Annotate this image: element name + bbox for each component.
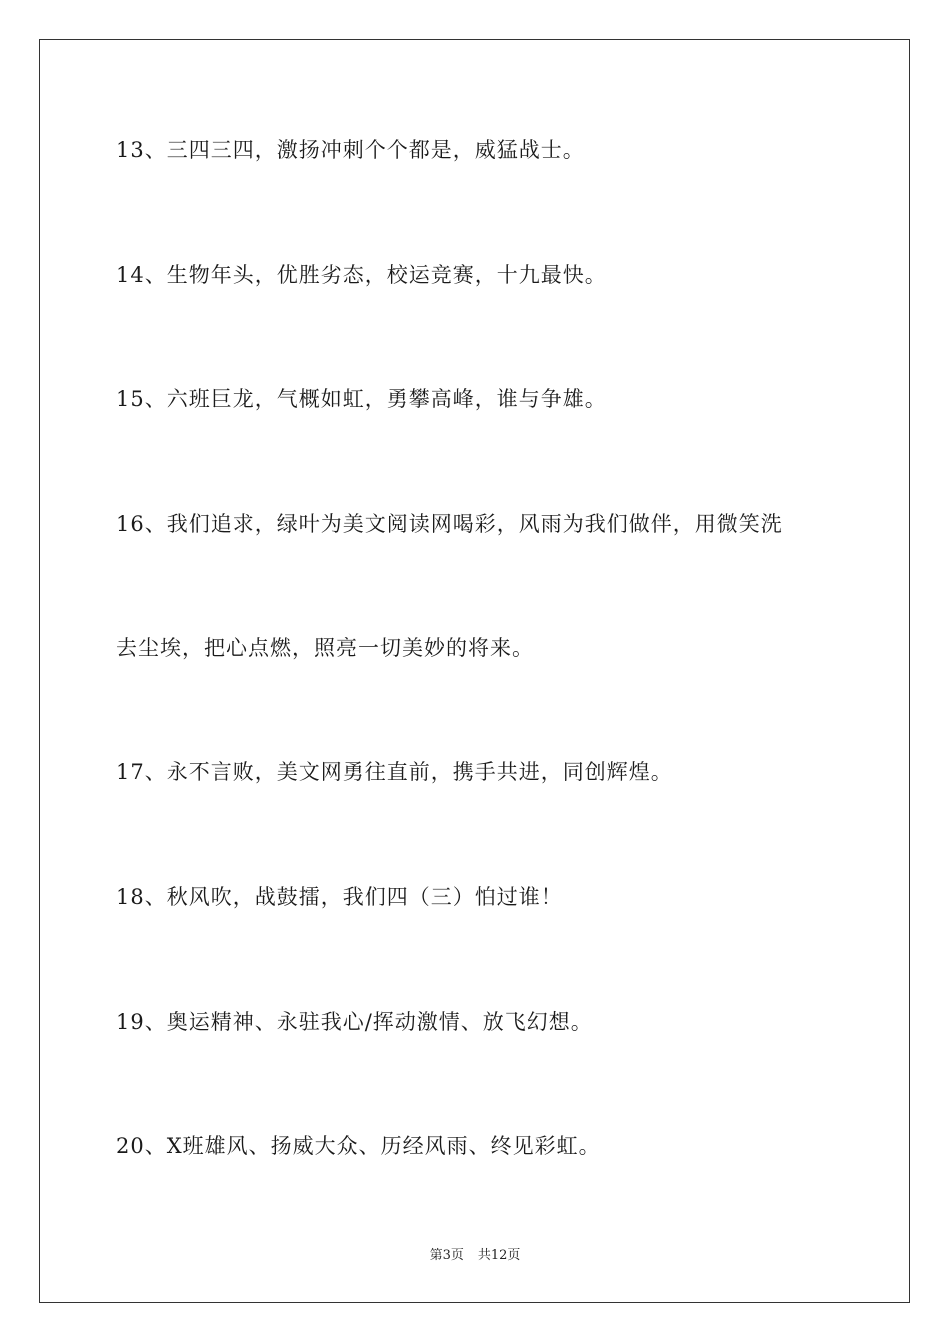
slogan-line-13: 13、三四三四，激扬冲刺个个都是，威猛战士。 — [116, 138, 585, 162]
slogan-line-20: 20、X班雄风、扬威大众、历经风雨、终见彩虹。 — [116, 1134, 601, 1158]
slogan-line-17: 17、永不言败，美文网勇往直前，携手共进，同创辉煌。 — [116, 760, 673, 784]
page-border — [39, 39, 910, 1303]
total-pages-label: 共12页 — [477, 1248, 521, 1263]
slogan-line-16-continued: 去尘埃，把心点燃，照亮一切美妙的将来。 — [116, 636, 534, 660]
slogan-line-16: 16、我们追求，绿叶为美文阅读网喝彩，风雨为我们做伴，用微笑洗 — [116, 512, 783, 536]
slogan-line-14: 14、生物年头，优胜劣态，校运竞赛，十九最快。 — [116, 263, 607, 287]
slogan-line-19: 19、奥运精神、永驻我心/挥动激情、放飞幻想。 — [116, 1010, 593, 1034]
slogan-line-15: 15、六班巨龙，气概如虹，勇攀高峰，谁与争雄。 — [116, 387, 607, 411]
current-page-label: 第3页 — [429, 1248, 464, 1263]
slogan-line-18: 18、秋风吹，战鼓擂，我们四（三）怕过谁！ — [116, 885, 563, 909]
page-footer — [0, 1248, 950, 1264]
